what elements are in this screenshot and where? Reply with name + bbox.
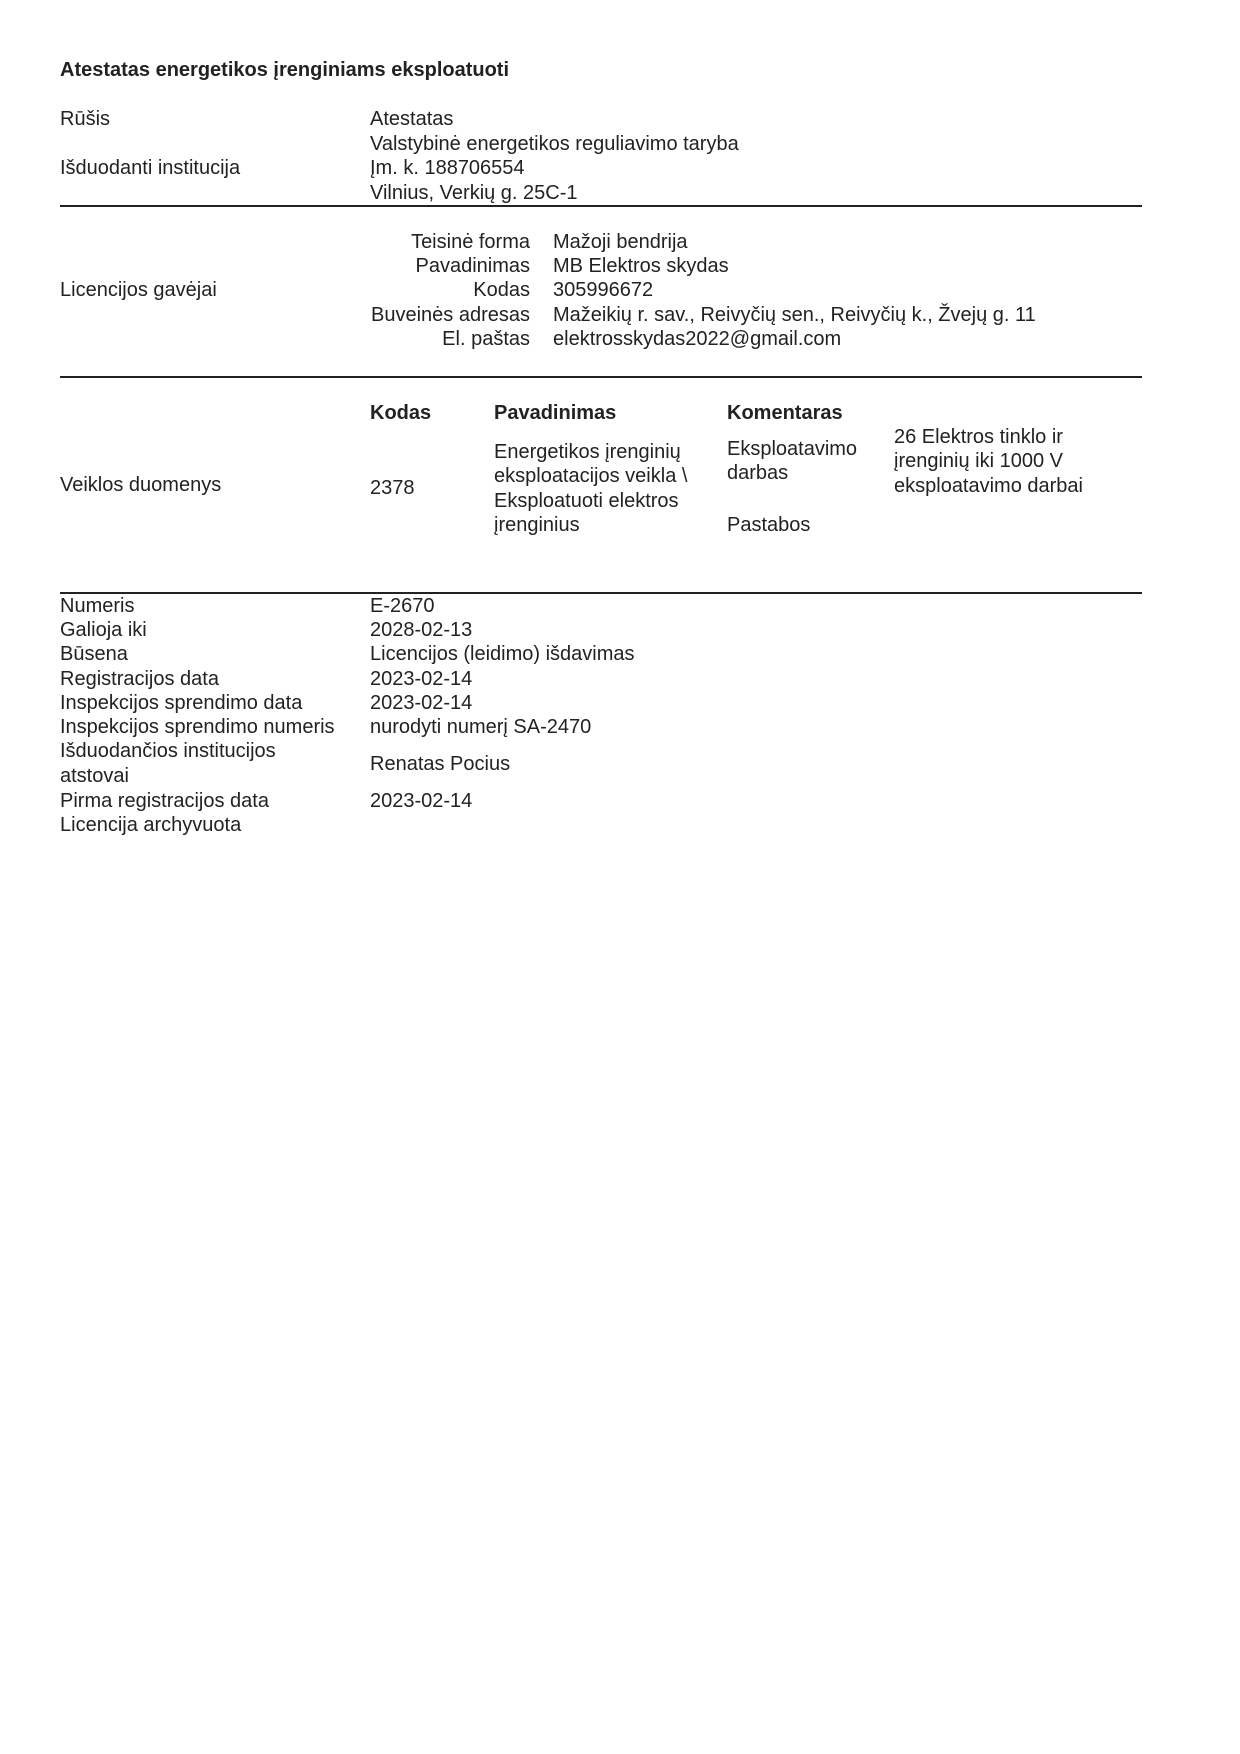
detail-value: nurodyti numerį SA-2470 [370,716,592,738]
activity-notes-label: Pastabos [727,514,811,536]
activity-code: 2378 [370,477,415,499]
detail-value: 2023-02-14 [370,692,473,714]
detail-value: Licencijos (leidimo) išdavimas [370,643,635,665]
detail-label: Galioja iki [60,619,147,641]
code-value: 305996672 [553,279,654,301]
institution-code: Įm. k. 188706554 [370,157,525,179]
detail-label: Numeris [60,595,135,617]
detail-label: Registracijos data [60,668,219,690]
section-divider [60,205,1142,207]
activity-name-line: Eksploatuoti elektros [494,490,679,512]
recipients-label: Licencijos gavėjai [60,279,217,301]
detail-value: Renatas Pocius [370,753,511,775]
detail-label: Inspekcijos sprendimo numeris [60,716,335,738]
activity-label: Veiklos duomenys [60,474,222,496]
activity-name-line: Energetikos įrenginių [494,441,681,463]
activity-extra-line: eksploatavimo darbai [894,475,1083,497]
detail-label: Būsena [60,643,128,665]
activity-name-line: eksploatacijos veikla \ [494,465,688,487]
detail-value: 2023-02-14 [370,790,473,812]
detail-label: Inspekcijos sprendimo data [60,692,303,714]
detail-label: Išduodančios institucijos [60,740,276,762]
detail-label: Licencija archyvuota [60,814,242,836]
type-label: Rūšis [60,108,111,130]
activity-comment-header: Komentaras [727,402,843,424]
name-label: Pavadinimas [415,255,530,277]
detail-value: 2023-02-14 [370,668,473,690]
detail-value: 2028-02-13 [370,619,473,641]
institution-label: Išduodanti institucija [60,157,241,179]
legal-form-label: Teisinė forma [411,231,530,253]
detail-label: Pirma registracijos data [60,790,269,812]
name-value: MB Elektros skydas [553,255,729,277]
email-value: elektrosskydas2022@gmail.com [553,328,842,350]
type-value: Atestatas [370,108,454,130]
institution-name: Valstybinė energetikos reguliavimo taryba [370,133,739,155]
section-divider [60,376,1142,378]
activity-comment-line: darbas [727,462,789,484]
code-label: Kodas [473,279,530,301]
address-value: Mažeikių r. sav., Reivyčių sen., Reivyčių k., Žvejų g. 11 [553,304,1036,326]
detail-value: E-2670 [370,595,435,617]
address-label: Buveinės adresas [371,304,530,326]
activity-extra-line: 26 Elektros tinklo ir [894,426,1063,448]
section-divider [60,592,1142,594]
activity-name-line: įrenginius [494,514,580,536]
activity-comment-line: Eksploatavimo [727,438,858,460]
page-title: Atestatas energetikos įrenginiams eksploatuoti [60,59,510,81]
legal-form-value: Mažoji bendrija [553,231,688,253]
activity-name-header: Pavadinimas [494,402,617,424]
email-label: El. paštas [442,328,530,350]
activity-code-header: Kodas [370,402,432,424]
institution-address: Vilnius, Verkių g. 25C-1 [370,182,578,204]
activity-extra-line: įrenginių iki 1000 V [894,450,1063,472]
detail-label: atstovai [60,765,129,787]
